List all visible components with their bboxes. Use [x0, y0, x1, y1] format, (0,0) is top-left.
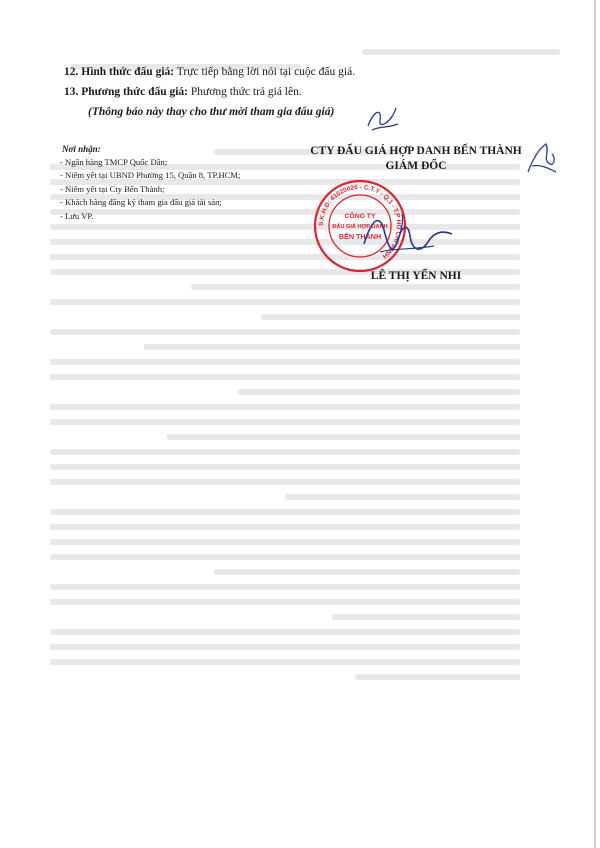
signer-name: LÊ THỊ YẾN NHI: [370, 270, 462, 282]
signature-icon: [350, 200, 460, 270]
signer-position: GIÁM ĐỐC: [385, 160, 447, 172]
recipient-item: - Lưu VP.: [60, 210, 94, 221]
recipient-item: - Niêm yết tại Cty Bến Thành;: [60, 183, 165, 194]
auction-method-line: [64, 86, 302, 98]
margin-scribble-icon: [520, 138, 560, 178]
seal-ring-text: S.K.H.Đ: 41020026 - C.T.Y - Q.1 - T.P HỒ CHÍ MINH: [317, 183, 403, 260]
initial-scribble-icon: [362, 100, 402, 136]
seal-center-line: ĐẤU GIÁ HỢP DANH: [332, 224, 388, 230]
seal-center-line: BẾN THÀNH: [338, 232, 382, 241]
invitation-note: (Thông báo này thay cho thư mời tham gia đấu giá): [88, 106, 335, 118]
auction-form-line: [64, 66, 355, 78]
seal-center-line: CÔNG TY: [344, 213, 376, 220]
recipients-heading: Nơi nhận:: [62, 144, 101, 154]
page-edge: [594, 0, 596, 848]
recipient-item: - Niêm yết tại UBND Phường 15, Quận 8, TP.HCM;: [60, 170, 241, 181]
auction-form-label: 12. Hình thức đấu giá:: [64, 66, 175, 78]
recipients-list: [60, 156, 276, 223]
recipient-item: - Khách hàng đăng ký tham gia đấu giá tài sản;: [60, 197, 222, 208]
recipient-item: - Ngân hàng TMCP Quốc Dân;: [60, 157, 168, 167]
auction-method-label: 13. Phương thức đấu giá:: [64, 86, 189, 98]
auction-method-value: Phương thức trả giá lên.: [190, 86, 302, 98]
signer-company: CTY ĐẤU GIÁ HỢP DANH BẾN THÀNH: [310, 145, 522, 157]
auction-form-value: Trực tiếp bằng lời nói tại cuộc đấu giá.: [176, 66, 356, 78]
